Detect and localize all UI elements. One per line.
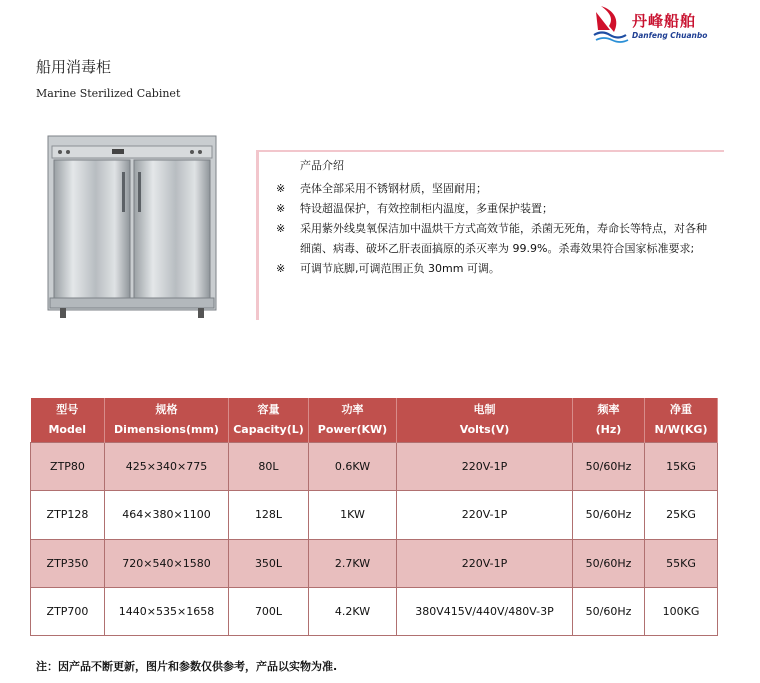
table-cell: 1440×535×1658	[105, 587, 229, 635]
table-cell: 25KG	[645, 491, 718, 539]
spec-table	[30, 398, 718, 636]
table-cell: 15KG	[645, 443, 718, 491]
reference-mark: ※	[276, 202, 286, 215]
table-cell: ZTP128	[31, 491, 105, 539]
table-cell: 720×540×1580	[105, 539, 229, 587]
intro-item	[276, 219, 716, 259]
table-cell: 0.6KW	[309, 443, 397, 491]
product-photo	[42, 132, 222, 326]
table-cell: 464×380×1100	[105, 491, 229, 539]
page-title-cn: 船用消毒柜	[36, 58, 112, 76]
reference-mark: ※	[276, 222, 286, 235]
table-cell: 50/60Hz	[573, 587, 645, 635]
table-cell: 128L	[229, 491, 309, 539]
reference-mark: ※	[276, 182, 286, 195]
brand-name-en: Danfeng Chuanbo	[632, 31, 708, 40]
table-cell: 220V-1P	[397, 539, 573, 587]
table-cell: ZTP700	[31, 587, 105, 635]
reference-mark: ※	[276, 262, 286, 275]
table-row	[31, 539, 718, 587]
intro-heading: 产品介绍	[300, 159, 344, 172]
column-header: 规格 Dimensions(mm)	[105, 398, 229, 443]
table-cell: 425×340×775	[105, 443, 229, 491]
intro-item	[276, 259, 716, 279]
table-cell: 700L	[229, 587, 309, 635]
column-header: 功率 Power(KW)	[309, 398, 397, 443]
table-cell: 380V415V/440V/480V-3P	[397, 587, 573, 635]
table-cell: ZTP350	[31, 539, 105, 587]
table-cell: 50/60Hz	[573, 491, 645, 539]
table-cell: 2.7KW	[309, 539, 397, 587]
table-cell: 50/60Hz	[573, 443, 645, 491]
column-header: 净重 N/W(KG)	[645, 398, 718, 443]
table-cell: 220V-1P	[397, 491, 573, 539]
intro-list	[276, 179, 716, 279]
table-cell: 1KW	[309, 491, 397, 539]
intro-item-text: 采用紫外线臭氧保洁加中温烘干方式高效节能，杀菌无死角，寿命长等特点，对各种细菌、病毒、破坏乙肝表面搞原的杀灭率为 99.9%。杀毒效果符合国家标准要求;	[300, 222, 707, 255]
table-cell: 4.2KW	[309, 587, 397, 635]
intro-top-border	[256, 150, 724, 152]
page-title-en: Marine Sterilized Cabinet	[36, 87, 181, 100]
column-header: 容量 Capacity(L)	[229, 398, 309, 443]
table-cell: 50/60Hz	[573, 539, 645, 587]
sail-logo-icon	[592, 4, 630, 44]
company-logo	[592, 4, 752, 44]
table-cell: 350L	[229, 539, 309, 587]
intro-left-border	[256, 150, 259, 320]
table-row	[31, 587, 718, 635]
table-cell: 100KG	[645, 587, 718, 635]
column-header: 型号 Model	[31, 398, 105, 443]
intro-item-text: 特设超温保护，有效控制柜内温度，多重保护装置；	[300, 202, 553, 215]
table-cell: 55KG	[645, 539, 718, 587]
table-row	[31, 443, 718, 491]
table-header-row	[31, 398, 718, 443]
footnote: 注：因产品不断更新，图片和参数仅供参考，产品以实物为准.	[36, 660, 338, 673]
table-cell: ZTP80	[31, 443, 105, 491]
intro-item	[276, 199, 716, 219]
column-header: 电制 Volts(V)	[397, 398, 573, 443]
column-header: 频率 (Hz)	[573, 398, 645, 443]
brand-name-cn: 丹峰船舶	[632, 12, 697, 30]
table-cell: 80L	[229, 443, 309, 491]
intro-item-text: 可调节底脚,可调范围正负 30mm 可调。	[300, 262, 500, 275]
intro-item	[276, 179, 716, 199]
intro-item-text: 壳体全部采用不锈钢材质，坚固耐用；	[300, 182, 487, 195]
table-row	[31, 491, 718, 539]
table-cell: 220V-1P	[397, 443, 573, 491]
